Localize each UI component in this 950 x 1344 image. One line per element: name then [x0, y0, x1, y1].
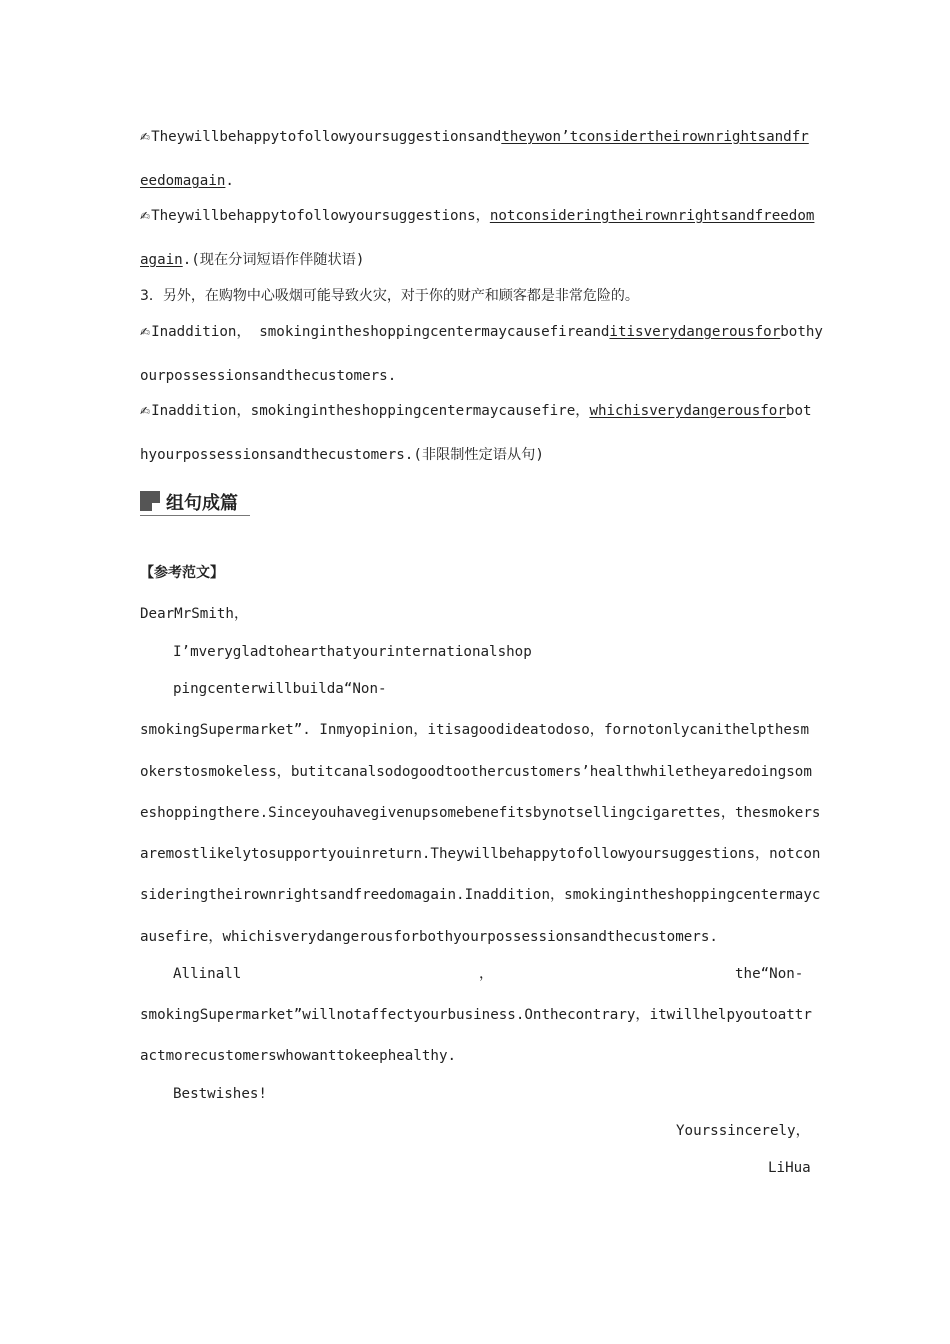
sentence-text: . — [225, 173, 234, 189]
sentence-text: bot — [785, 403, 812, 419]
closing: Yourssincerely， — [676, 1123, 810, 1139]
sentence-line-4 — [140, 251, 364, 269]
essay-line: sideringtheirownrightsandfreedomagain.Inaddition，smokingintheshoppingcentermayc — [140, 887, 821, 903]
heading-text: 组句成篇 — [166, 493, 238, 514]
sentence-line-2 — [140, 172, 234, 190]
pen-icon: ✍ — [140, 404, 151, 418]
pen-icon: ✍ — [140, 325, 151, 339]
underlined-phrase: theywon’tconsidertheirownrightsandfr — [501, 129, 809, 145]
chinese-sentence: 3．另外，在购物中心吸烟可能导致火灾，对于你的财产和顾客都是非常危险的。 — [140, 288, 639, 304]
sentence-text: ourpossessionsandthecustomers. — [140, 368, 397, 384]
underlined-phrase: eedomagain — [140, 173, 226, 189]
sentence-text: bothy — [780, 324, 823, 340]
sentence-line-1 — [140, 128, 809, 146]
essay-line: pingcenterwillbuilda“Non- — [173, 681, 387, 697]
essay-line: eshoppingthere.Sinceyouhavegivenupsomebenefitsbynotsellingcigarettes，thesmokers — [140, 805, 821, 821]
sentence-text: Theywillbehappytofollowyoursuggestions， — [151, 208, 490, 224]
salutation: DearMrSmith， — [140, 606, 249, 622]
sentence-line-9 — [140, 446, 544, 464]
sentence-text: Inaddition， smokingintheshoppingcentermaycausefireand — [151, 324, 610, 340]
essay-label: 【参考范文】 — [140, 565, 224, 581]
essay-line: smokingSupermarket”willnotaffectyourbusiness.Onthecontrary，itwillhelpyoutoattr — [140, 1007, 812, 1023]
sentence-line-6 — [140, 323, 823, 341]
underlined-phrase: again — [140, 252, 183, 268]
signature: LiHua — [768, 1160, 811, 1176]
wishes: Bestwishes! — [173, 1086, 267, 1102]
sentence-line-3 — [140, 207, 814, 225]
essay-line-part: the“Non- — [735, 966, 804, 982]
heading-square-icon — [140, 491, 160, 511]
sentence-line-8 — [140, 402, 812, 420]
essay-line: actmorecustomerswhowanttokeephealthy. — [140, 1048, 457, 1064]
essay-line: smokingSupermarket”. Inmyopinion，itisagoodideatodoso，fornotonlycanithelpthesm — [140, 722, 809, 738]
item-3-chinese — [140, 287, 639, 305]
essay-line-part: Allinall — [173, 966, 242, 982]
pen-icon: ✍ — [140, 209, 151, 223]
underlined-phrase: whichisverydangerousfor — [589, 403, 786, 419]
underlined-phrase: notconsideringtheirownrightsandfreedom — [489, 208, 815, 224]
essay-line: ausefire，whichisverydangerousforbothyourpossessionsandthecustomers. — [140, 929, 718, 945]
essay-line: okerstosmokeless，butitcanalsodogoodtoothercustomers’healthwhiletheyaredoingsom — [140, 764, 812, 780]
essay-line: I’mverygladtohearthatyourinternationalshop — [173, 644, 532, 660]
essay-line-part: ， — [479, 966, 494, 982]
sentence-line-7 — [140, 367, 396, 385]
sentence-text: Theywillbehappytofollowyoursuggestionsand — [151, 129, 502, 145]
section-heading — [140, 487, 250, 516]
sentence-text: hyourpossessionsandthecustomers.(非限制性定语从句) — [140, 447, 544, 463]
essay-line: aremostlikelytosupportyouinreturn.Theywillbehappytofollowyoursuggestions，notcon — [140, 846, 821, 862]
sentence-text: .(现在分词短语作伴随状语) — [182, 252, 365, 268]
sentence-text: Inaddition，smokingintheshoppingcentermaycausefire， — [151, 403, 590, 419]
pen-icon: ✍ — [140, 130, 151, 144]
underlined-phrase: itisverydangerousfor — [609, 324, 781, 340]
